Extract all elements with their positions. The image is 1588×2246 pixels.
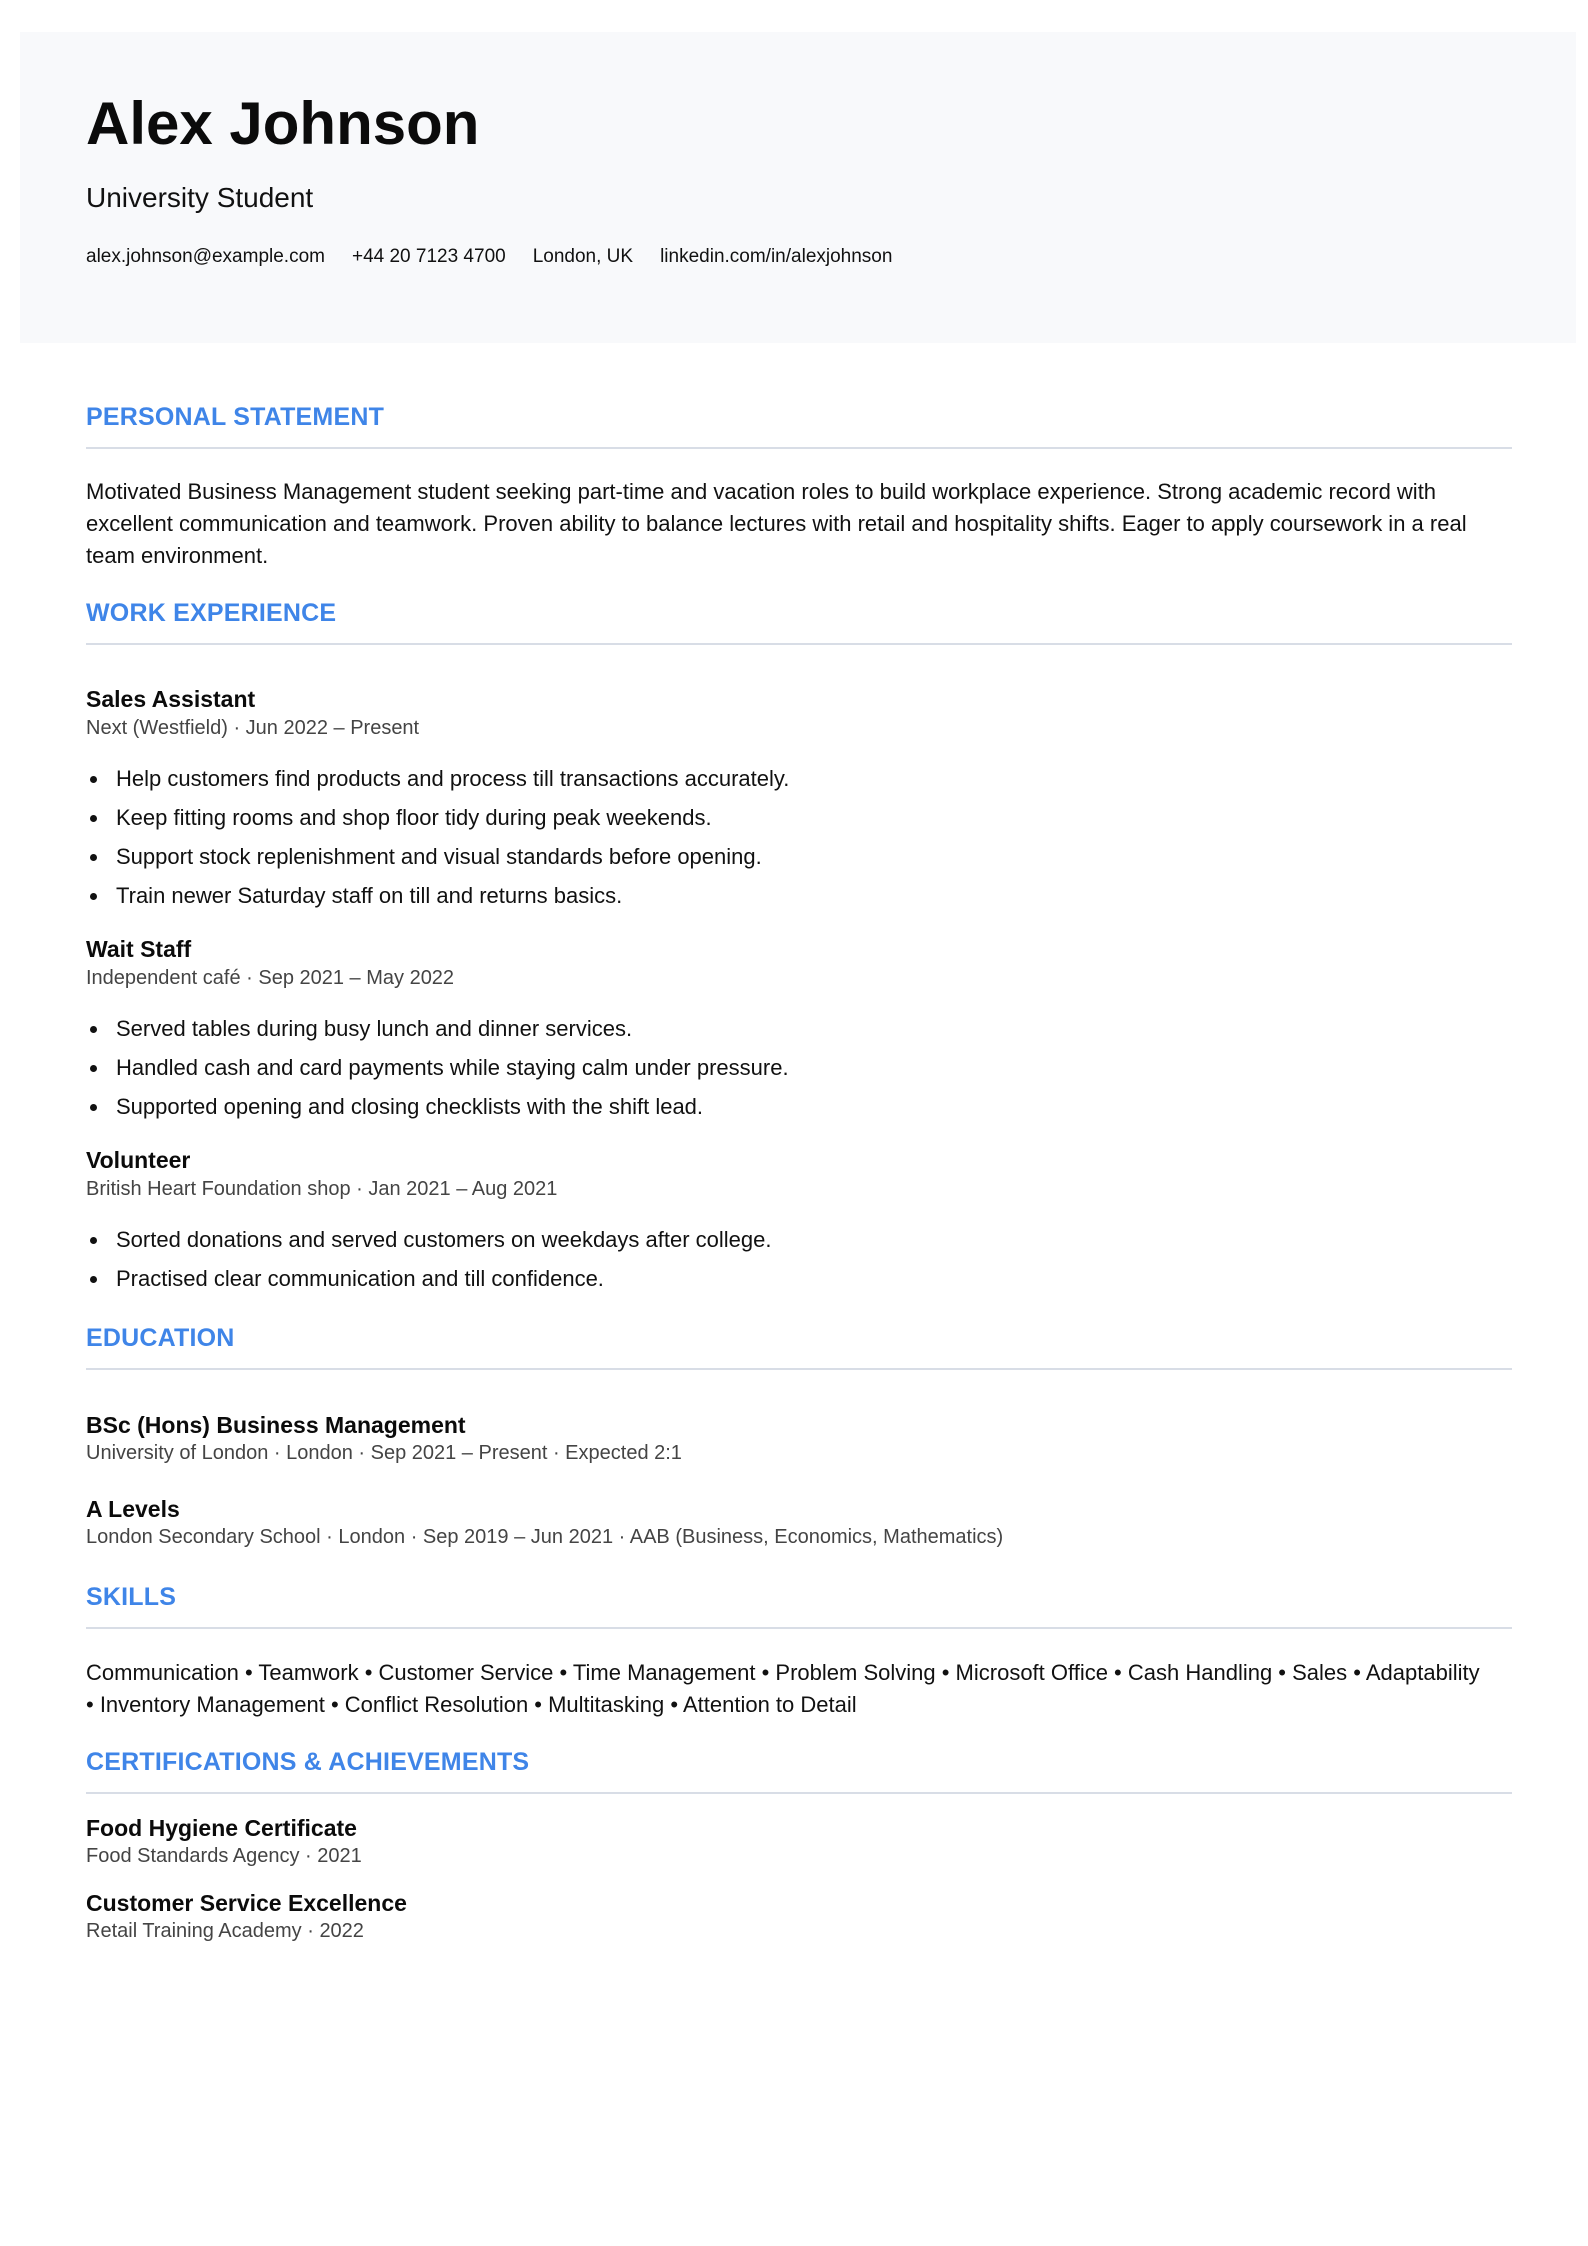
section-divider [86,643,1512,645]
section-divider [86,1627,1512,1629]
education-meta-wrap [86,1443,682,1463]
job-entry [86,938,191,961]
section-skills [86,1585,1512,1629]
bullet-item: Help customers find products and process till transactions accurately. [86,768,789,790]
section-title: SKILLS [86,1583,177,1611]
certification-meta-wrap [86,1921,364,1941]
bullet-item: Served tables during busy lunch and dinner services. [86,1018,632,1040]
section-divider [86,447,1512,449]
bullet-item: Supported opening and closing checklists with the shift lead. [86,1096,703,1118]
certification-entry [86,1817,357,1840]
bullet-item: Support stock replenishment and visual standards before opening. [86,846,762,868]
candidate-role: University Student [86,182,314,213]
job-meta-wrap [86,1179,557,1199]
education-entry [86,1498,180,1521]
section-divider [86,1368,1512,1370]
job-bullets [86,1268,604,1290]
job-title: Wait Staff [86,936,192,962]
contact-email[interactable]: alex.johnson@example.com [86,246,325,267]
certification-title: Customer Service Excellence [86,1890,407,1916]
skills-list: Communication • Teamwork • Customer Service • Time Management • Problem Solving • Microsoft Office • Cash Handling • Sales • Adaptability • Inventory Management • Conflict Resolution • Multitasking • Attention to Detail [86,1660,1480,1717]
section-title: WORK EXPERIENCE [86,599,337,627]
job-meta: Next (Westfield) · Jun 2022 – Present [86,717,420,739]
bullet-item: Sorted donations and served customers on weekdays after college. [86,1229,772,1251]
certification-meta-wrap [86,1846,362,1866]
education-meta-wrap [86,1527,1003,1547]
certification-meta: Food Standards Agency · 2021 [86,1845,362,1867]
job-title: Volunteer [86,1147,191,1173]
job-title: Sales Assistant [86,686,256,712]
certification-meta: Retail Training Academy · 2022 [86,1920,364,1942]
certification-title: Food Hygiene Certificate [86,1815,357,1841]
job-bullets [86,1096,703,1118]
contact-row [86,247,892,266]
job-bullets [86,1229,772,1251]
education-meta: University of London · London · Sep 2021 – Present · Expected 2:1 [86,1442,682,1464]
section-divider [86,1792,1512,1794]
certification-entry [86,1892,407,1915]
job-bullets [86,846,762,868]
candidate-name: Alex Johnson [86,90,480,157]
section-work-experience [86,601,1512,645]
bullet-item: Train newer Saturday staff on till and returns basics. [86,885,622,907]
job-entry [86,1149,190,1172]
contact-linkedin[interactable]: linkedin.com/in/alexjohnson [660,246,893,267]
job-meta: British Heart Foundation shop · Jan 2021 – Aug 2021 [86,1178,558,1200]
degree-title: BSc (Hons) Business Management [86,1412,466,1438]
education-meta: London Secondary School · London · Sep 2019 – Jun 2021 · AAB (Business, Economics, Mathematics) [86,1526,1004,1548]
section-title: CERTIFICATIONS & ACHIEVEMENTS [86,1748,530,1776]
job-meta-wrap [86,968,454,988]
resume-header [20,32,1576,343]
section-education [86,1326,1512,1370]
section-title: PERSONAL STATEMENT [86,403,385,431]
job-bullets [86,807,712,829]
section-certifications [86,1750,1512,1794]
section-personal-statement [86,405,1512,449]
personal-statement-text: Motivated Business Management student seeking part-time and vacation roles to build workplace experience. Strong academic record with excellent communication and teamwork. Proven ability to balance lectures with retail and hospitality shifts. Eager to apply coursework in a real team environment. [86,479,1467,568]
job-bullets [86,1057,789,1079]
education-entry [86,1414,466,1437]
job-entry [86,688,255,711]
section-title: EDUCATION [86,1324,235,1352]
contact-location: London, UK [532,246,634,267]
bullet-item: Practised clear communication and till confidence. [86,1268,604,1290]
job-meta-wrap [86,718,419,738]
degree-title: A Levels [86,1496,180,1522]
bullet-item: Handled cash and card payments while staying calm under pressure. [86,1057,789,1079]
job-bullets [86,1018,632,1040]
job-bullets [86,885,622,907]
job-meta: Independent café · Sep 2021 – May 2022 [86,967,455,989]
job-bullets [86,768,789,790]
contact-phone[interactable]: +44 20 7123 4700 [351,246,506,267]
bullet-item: Keep fitting rooms and shop floor tidy during peak weekends. [86,807,712,829]
